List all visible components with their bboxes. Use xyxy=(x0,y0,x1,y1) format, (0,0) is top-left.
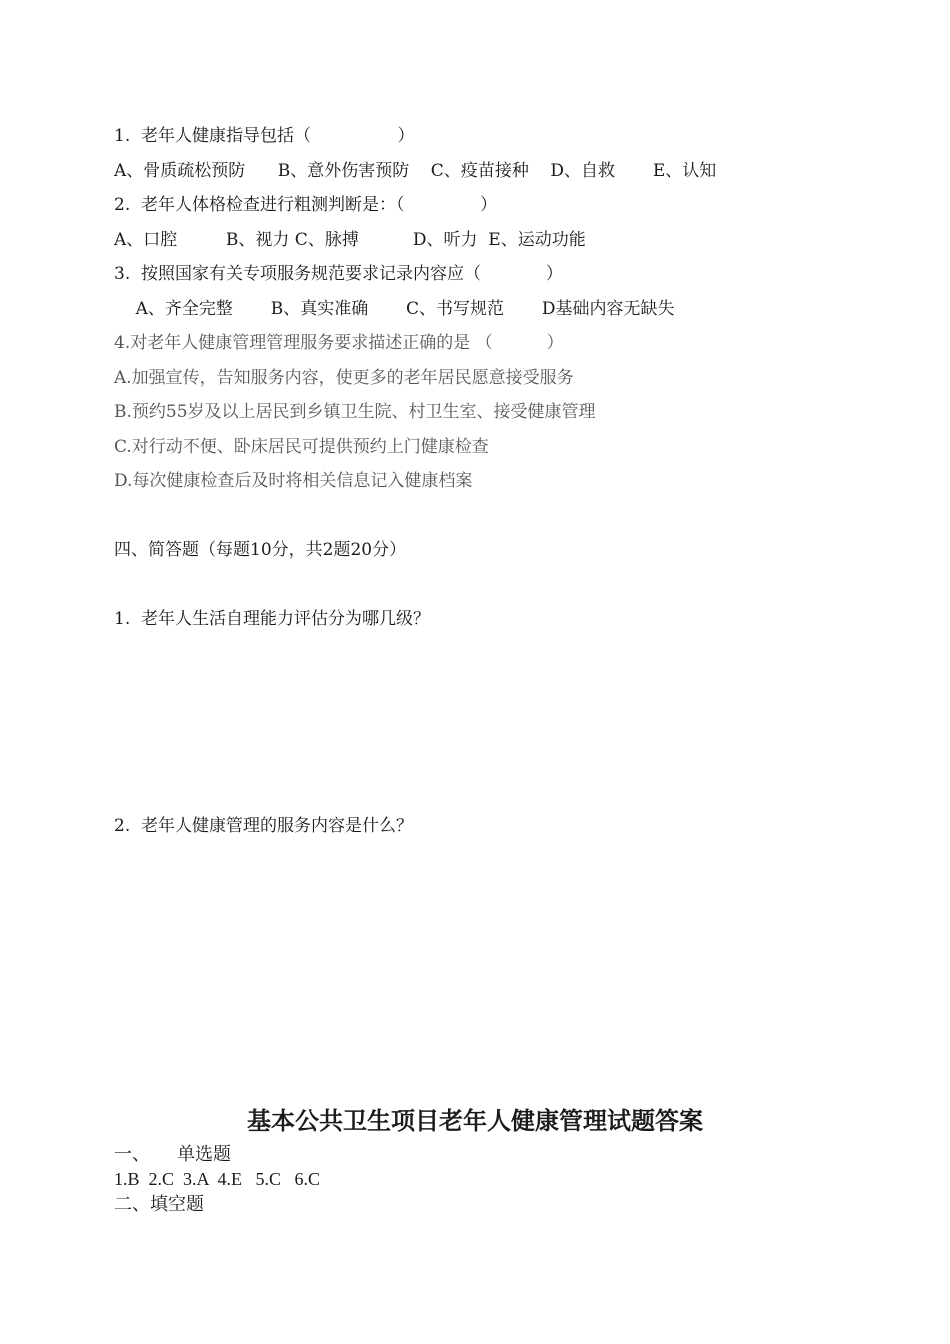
answer-part-1-values: 1.B 2.C 3.A 4.E 5.C 6.C xyxy=(114,1169,321,1189)
question-1-options: A、骨质疏松预防 B、意外伤害预防 C、疫苗接种 D、自救 E、认知 xyxy=(114,161,717,181)
question-2-options: A、口腔 B、视力 C、脉搏 D、听力 E、运动功能 xyxy=(114,230,586,250)
answer-key-title: 基本公共卫生项目老年人健康管理试题答案 xyxy=(247,1106,703,1135)
question-3-options: A、齐全完整 B、真实准确 C、书写规范 D基础内容无缺失 xyxy=(114,299,675,319)
question-4-option-d: D.每次健康检查后及时将相关信息记入健康档案 xyxy=(114,471,473,491)
question-4-option-a: A.加强宣传，告知服务内容，使更多的老年居民愿意接受服务 xyxy=(114,368,574,388)
question-1-stem: 1. 老年人健康指导包括（ ） xyxy=(114,126,415,146)
question-4-option-c: C.对行动不便、卧床居民可提供预约上门健康检查 xyxy=(114,437,489,457)
answer-part-2-heading: 二、填空题 xyxy=(114,1194,204,1214)
question-4-stem: 4.对老年人健康管理管理服务要求描述正确的是 （ ） xyxy=(114,333,564,353)
short-answer-question-2: 2. 老年人健康管理的服务内容是什么？ xyxy=(114,816,414,836)
question-4-option-b: B.预约55岁及以上居民到乡镇卫生院、村卫生室、接受健康管理 xyxy=(114,402,596,422)
answer-part-1-heading: 一、 单选题 xyxy=(114,1144,231,1164)
question-2-stem: 2. 老年人体格检查进行粗测判断是：（ ） xyxy=(114,195,498,215)
section-4-heading: 四、简答题（每题10分，共2题20分） xyxy=(114,540,407,560)
question-3-stem: 3. 按照国家有关专项服务规范要求记录内容应（ ） xyxy=(114,264,563,284)
short-answer-question-1: 1. 老年人生活自理能力评估分为哪几级？ xyxy=(114,609,431,629)
